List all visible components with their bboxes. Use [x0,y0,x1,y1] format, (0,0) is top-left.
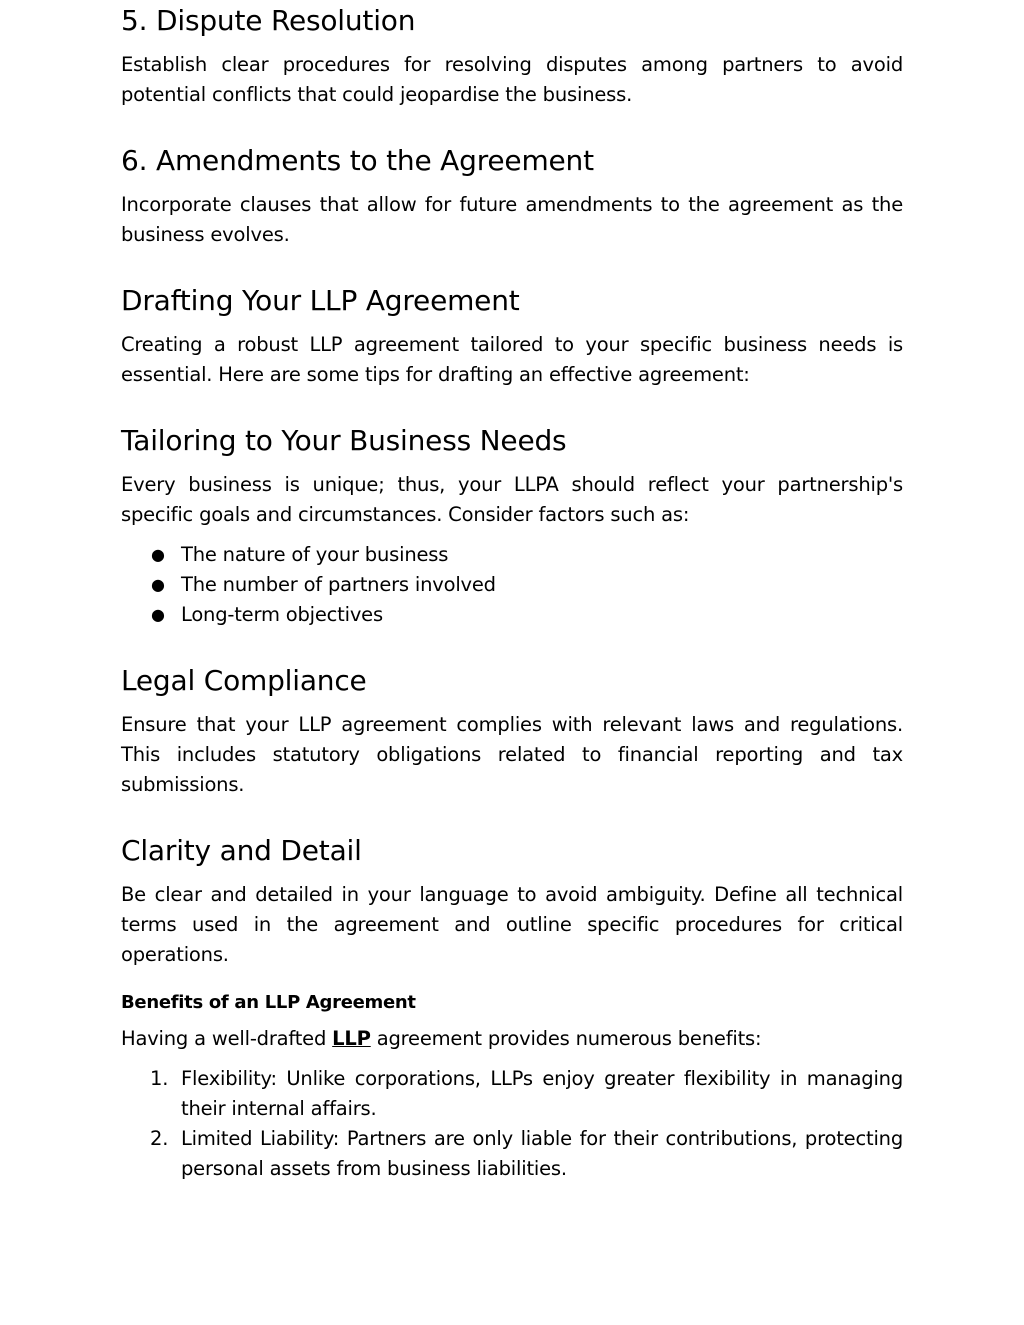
section-drafting [121,284,903,390]
section-clarity [121,834,903,970]
list-item: ● The nature of your business [121,540,903,570]
section-heading: 5. Dispute Resolution [121,4,416,37]
bullet-icon: ● [151,545,165,564]
section-dispute-resolution [121,4,903,110]
benefits-heading: Benefits of an LLP Agreement [121,992,416,1013]
section-body: Every business is unique; thus, your LLPA should reflect your partnership's specific goals and circumstances. Consider factors such as: [121,473,903,526]
section-body: Creating a robust LLP agreement tailored to your specific business needs is essential. Here are some tips for drafting an effective agreement: [121,333,903,386]
section-heading: Legal Compliance [121,664,367,697]
section-heading: Drafting Your LLP Agreement [121,284,520,317]
section-heading: Clarity and Detail [121,834,362,867]
section-heading: 6. Amendments to the Agreement [121,144,594,177]
section-body: Establish clear procedures for resolving disputes among partners to avoid potential conflicts that could jeopardise the business. [121,53,903,106]
section-tailoring [121,424,903,630]
section-heading: Tailoring to Your Business Needs [121,424,567,457]
list-number: 2. [150,1127,169,1150]
section-body: Be clear and detailed in your language to avoid ambiguity. Define all technical terms used in the agreement and outline specific procedures for critical operations. [121,883,903,966]
benefits-intro: Having a well-drafted LLP agreement provides numerous benefits: [121,1027,762,1050]
factors-list [121,540,903,630]
section-benefits [121,990,903,1184]
list-item: 2. Limited Liability: Partners are only liable for their contributions, protecting personal assets from business liabilities. [121,1124,903,1184]
bullet-icon: ● [151,605,165,624]
section-body: Ensure that your LLP agreement complies with relevant laws and regulations. This includes statutory obligations related to financial reporting and tax submissions. [121,713,903,796]
bullet-icon: ● [151,575,165,594]
benefits-list [121,1064,903,1184]
section-legal-compliance [121,664,903,800]
list-item: ● Long-term objectives [121,600,903,630]
list-number: 1. [150,1067,169,1090]
list-item: 1. Flexibility: Unlike corporations, LLPs enjoy greater flexibility in managing their internal affairs. [121,1064,903,1124]
list-item: ● The number of partners involved [121,570,903,600]
section-body: Incorporate clauses that allow for future amendments to the agreement as the business evolves. [121,193,903,246]
section-amendments [121,144,903,250]
llp-link[interactable]: LLP [332,1027,371,1050]
